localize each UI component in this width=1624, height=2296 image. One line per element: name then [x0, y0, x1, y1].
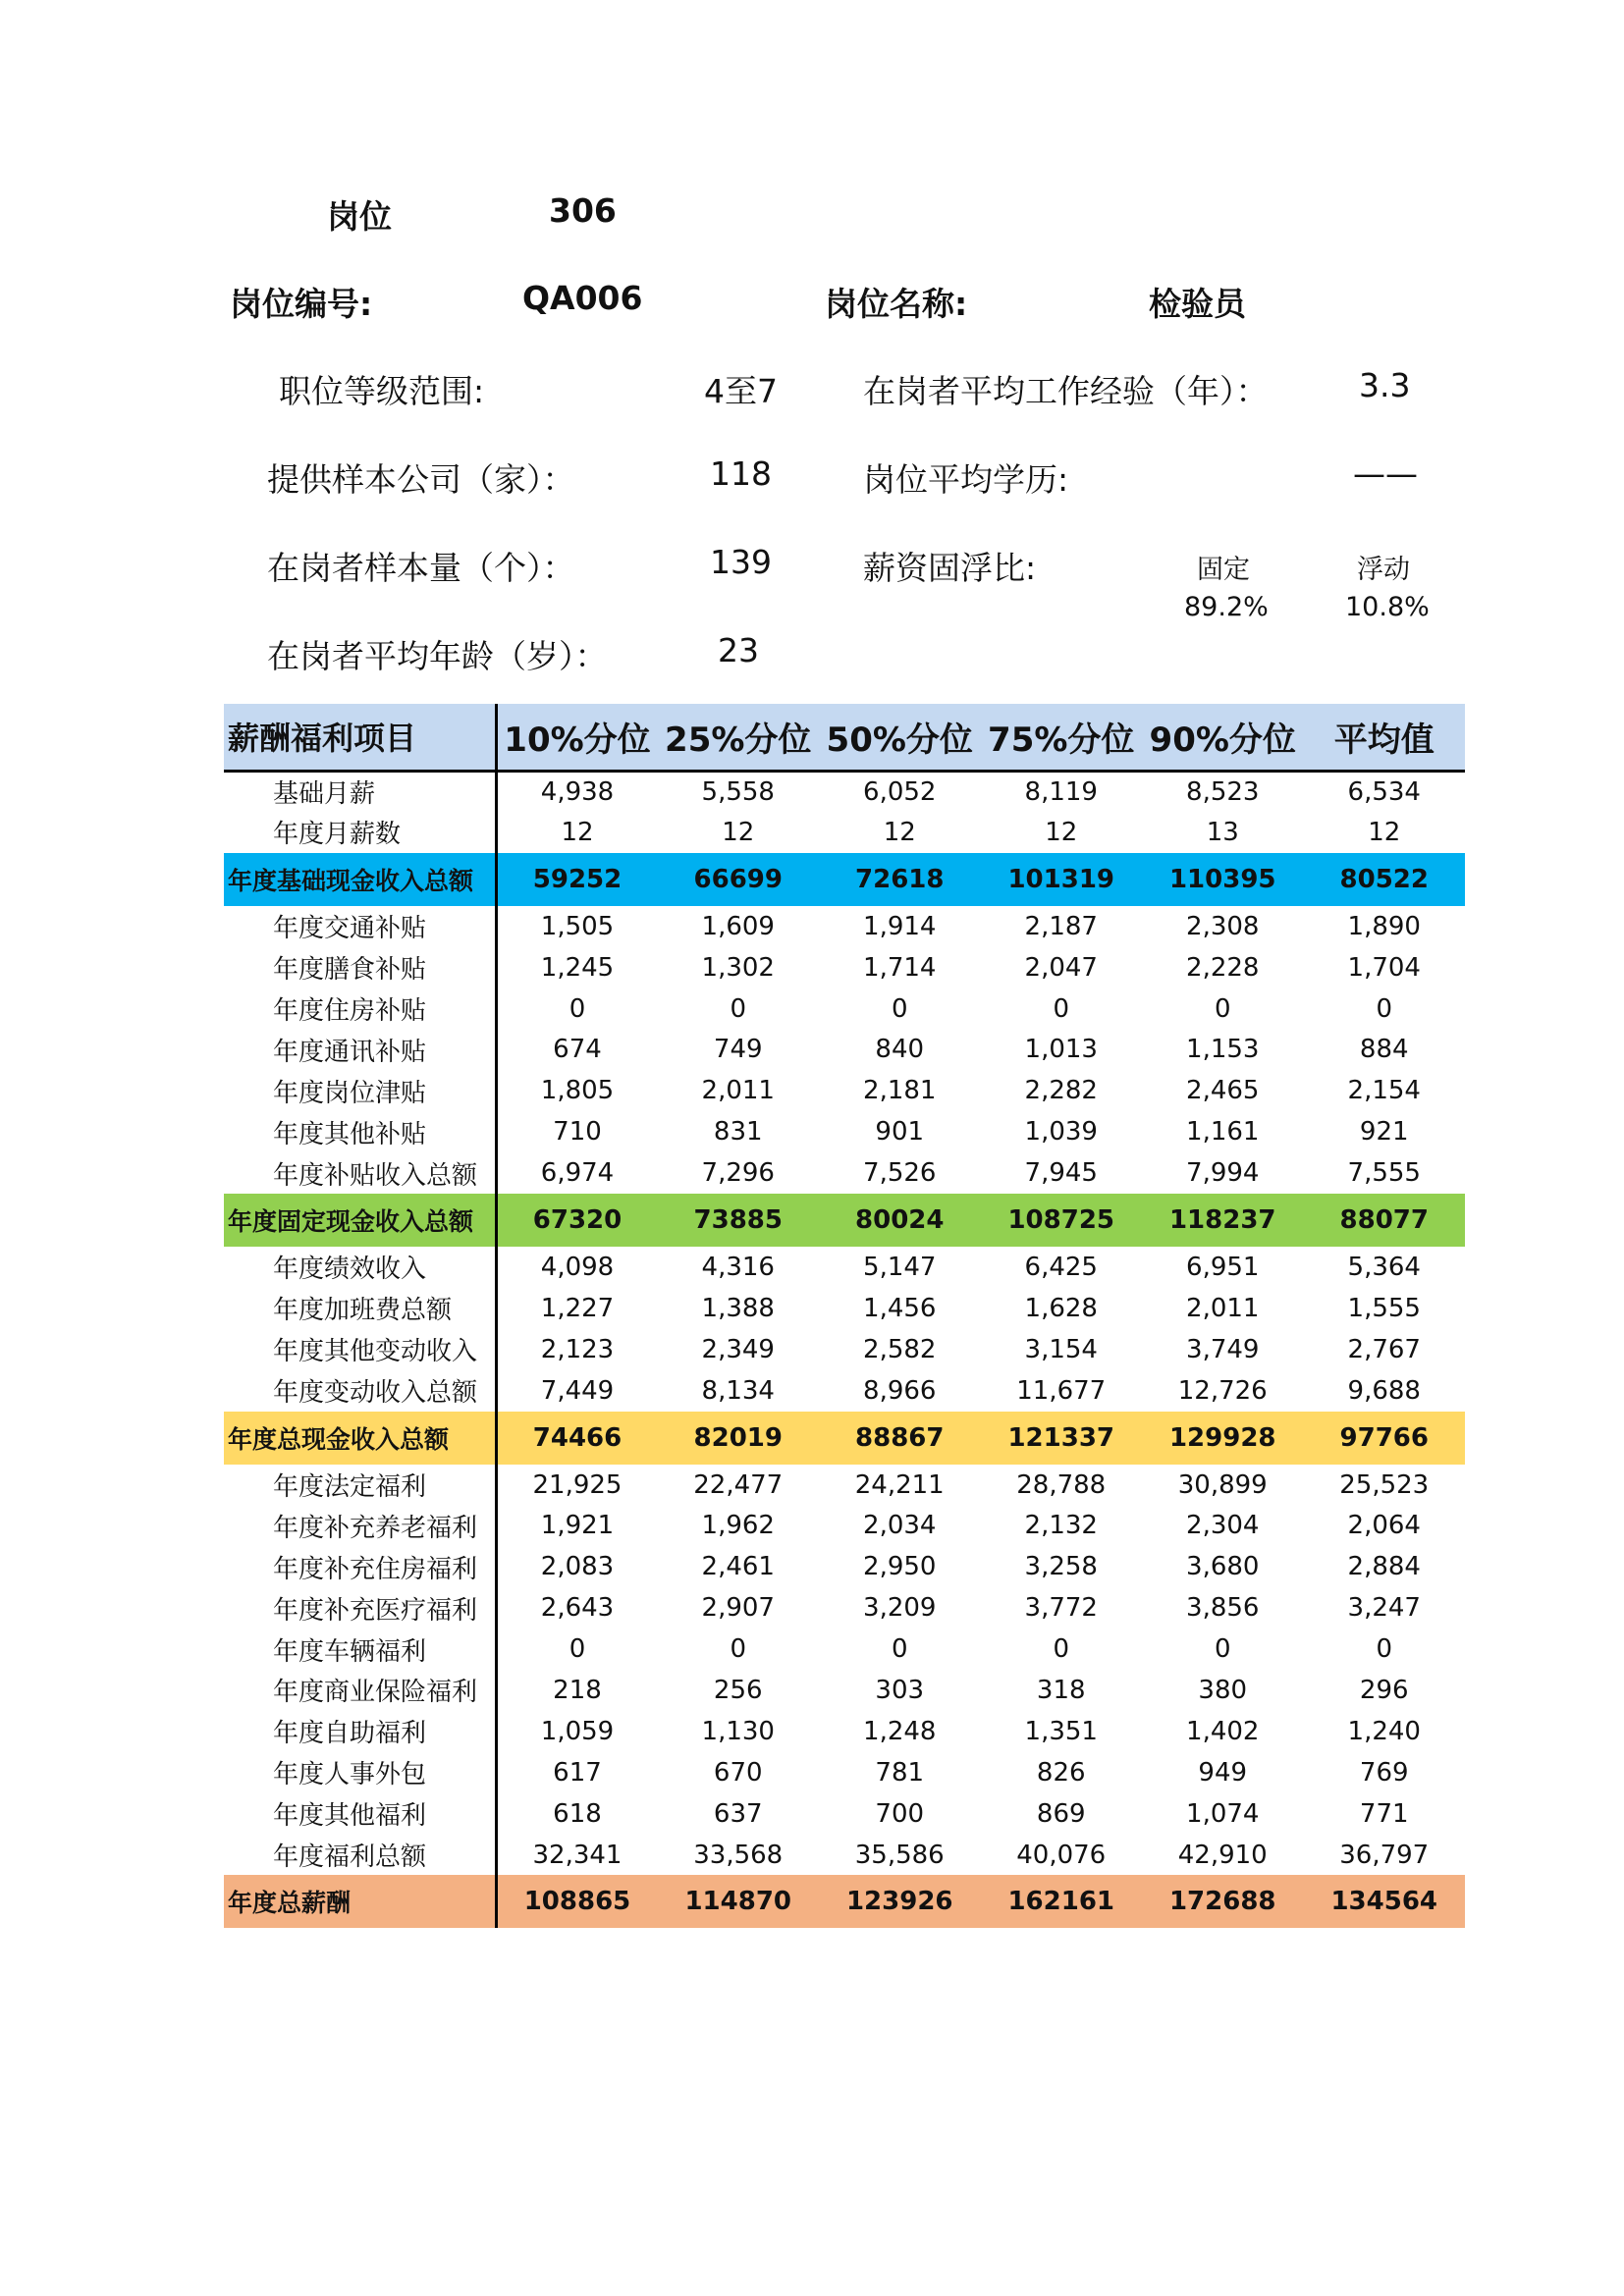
row-label: 年度补贴收入总额 [224, 1152, 496, 1194]
cell-p90: 2,304 [1186, 1511, 1260, 1541]
cell-p75: 7,945 [1024, 1158, 1098, 1189]
avg-experience-value: 3.3 [1359, 366, 1411, 404]
cell-p75: 121337 [1007, 1422, 1115, 1453]
cell-p50: 72618 [855, 864, 945, 894]
cell-p75: 6,425 [1024, 1252, 1098, 1282]
cell-p90: 949 [1198, 1757, 1248, 1788]
table-row [224, 1288, 1465, 1329]
avg-age-value: 23 [718, 631, 759, 669]
cell-p50: 2,582 [863, 1334, 937, 1364]
cell-p90: 2,011 [1186, 1293, 1260, 1323]
table-row [224, 1505, 1465, 1546]
cell-p90: 3,749 [1186, 1334, 1260, 1364]
cell-p25: 8,134 [701, 1375, 775, 1406]
cell-average: 921 [1359, 1117, 1409, 1148]
grade-range-label: 职位等级范围: [279, 372, 485, 410]
table-row [224, 771, 1465, 812]
cell-p25: 831 [713, 1117, 763, 1148]
cell-p25: 7,296 [701, 1158, 775, 1189]
cell-p10: 2,083 [540, 1552, 615, 1582]
cell-p50: 901 [875, 1117, 925, 1148]
row-label: 年度福利总额 [224, 1835, 496, 1876]
row-label: 年度车辆福利 [224, 1629, 496, 1670]
cell-average: 1,890 [1347, 911, 1421, 941]
cell-p75: 1,628 [1024, 1293, 1098, 1323]
cell-p10: 32,341 [532, 1840, 623, 1870]
cell-p25: 2,011 [701, 1076, 775, 1106]
cell-p50: 1,714 [863, 952, 937, 983]
cell-average: 1,704 [1347, 952, 1421, 983]
table-total-row [224, 1412, 1465, 1465]
cell-p90: 1,402 [1186, 1716, 1260, 1746]
cell-p25: 749 [713, 1035, 763, 1065]
cell-p25: 670 [713, 1757, 763, 1788]
row-label: 年度住房补贴 [224, 988, 496, 1030]
fixed-float-ratio-label: 薪资固浮比: [863, 549, 1037, 587]
row-label: 年度自助福利 [224, 1711, 496, 1752]
table-row [224, 1111, 1465, 1152]
sample-companies-label: 提供样本公司（家）： [267, 460, 575, 499]
cell-average: 0 [1376, 993, 1393, 1024]
position-name-value: 检验员 [1149, 285, 1246, 323]
cell-p10: 1,805 [540, 1076, 615, 1106]
table-total-row [224, 1194, 1465, 1247]
cell-p75: 0 [1053, 993, 1070, 1024]
cell-p50: 0 [891, 993, 908, 1024]
row-label: 年度总薪酬 [224, 1875, 496, 1928]
row-label: 年度总现金收入总额 [224, 1412, 496, 1465]
header-p50: 50%分位 [819, 704, 981, 771]
table-row [224, 1546, 1465, 1587]
cell-p90: 2,308 [1186, 911, 1260, 941]
cell-average: 134564 [1330, 1887, 1438, 1917]
cell-p10: 4,098 [540, 1252, 615, 1282]
table-total-row [224, 853, 1465, 906]
cell-p25: 0 [730, 993, 747, 1024]
cell-p90: 110395 [1168, 864, 1276, 894]
cell-p75: 2,047 [1024, 952, 1098, 983]
row-label: 年度通讯补贴 [224, 1029, 496, 1070]
header-item: 薪酬福利项目 [224, 704, 496, 771]
cell-p10: 2,123 [540, 1334, 615, 1364]
cell-p90: 7,994 [1186, 1158, 1260, 1189]
cell-average: 97766 [1339, 1422, 1429, 1453]
table-row [224, 1587, 1465, 1629]
cell-p10: 6,974 [540, 1158, 615, 1189]
cell-p90: 6,951 [1186, 1252, 1260, 1282]
table-row [224, 1465, 1465, 1506]
cell-p90: 172688 [1168, 1887, 1276, 1917]
cell-p10: 1,921 [540, 1511, 615, 1541]
cell-p90: 2,465 [1186, 1076, 1260, 1106]
cell-p75: 2,282 [1024, 1076, 1098, 1106]
cell-p50: 7,526 [863, 1158, 937, 1189]
cell-p50: 1,456 [863, 1293, 937, 1323]
cell-average: 884 [1359, 1035, 1409, 1065]
row-label: 年度基础现金收入总额 [224, 853, 496, 906]
cell-p25: 1,302 [701, 952, 775, 983]
row-label: 年度其他福利 [224, 1793, 496, 1835]
cell-p50: 3,209 [863, 1593, 937, 1624]
table-row [224, 1029, 1465, 1070]
cell-p75: 12 [1045, 817, 1078, 847]
float-label: 浮动 [1357, 555, 1410, 585]
sample-size-label: 在岗者样本量（个）： [267, 549, 575, 587]
cell-p75: 40,076 [1016, 1840, 1107, 1870]
avg-experience-label: 在岗者平均工作经验（年）： [863, 372, 1269, 410]
cell-p90: 8,523 [1186, 776, 1260, 807]
cell-average: 296 [1359, 1675, 1409, 1705]
table-row [224, 1793, 1465, 1835]
table-row [224, 1670, 1465, 1711]
row-label: 年度补充养老福利 [224, 1505, 496, 1546]
avg-education-label: 岗位平均学历: [863, 460, 1069, 499]
cell-p75: 826 [1036, 1757, 1086, 1788]
cell-average: 0 [1376, 1634, 1393, 1665]
cell-p75: 1,013 [1024, 1035, 1098, 1065]
cell-average: 36,797 [1339, 1840, 1430, 1870]
cell-p25: 0 [730, 1634, 747, 1665]
cell-p25: 66699 [693, 864, 783, 894]
cell-p10: 618 [553, 1798, 602, 1829]
cell-p75: 1,039 [1024, 1117, 1098, 1148]
cell-p50: 12 [883, 817, 916, 847]
header-p90: 90%分位 [1142, 704, 1304, 771]
row-label: 年度绩效收入 [224, 1247, 496, 1288]
row-label: 年度膳食补贴 [224, 947, 496, 988]
table-row [224, 1152, 1465, 1194]
cell-p50: 303 [875, 1675, 925, 1705]
cell-p25: 256 [713, 1675, 763, 1705]
row-label: 年度人事外包 [224, 1752, 496, 1793]
cell-average: 2,154 [1347, 1076, 1421, 1106]
cell-p90: 30,899 [1177, 1469, 1268, 1500]
cell-p75: 3,154 [1024, 1334, 1098, 1364]
cell-p25: 33,568 [693, 1840, 784, 1870]
cell-p10: 710 [553, 1117, 602, 1148]
avg-education-value: —— [1353, 454, 1418, 493]
cell-p10: 12 [561, 817, 594, 847]
cell-p10: 1,245 [540, 952, 615, 983]
cell-average: 2,767 [1347, 1334, 1421, 1364]
cell-p10: 0 [568, 1634, 586, 1665]
cell-p10: 21,925 [532, 1469, 623, 1500]
position-code-label: 岗位编号: [230, 285, 373, 323]
cell-p50: 1,914 [863, 911, 937, 941]
cell-average: 1,555 [1347, 1293, 1421, 1323]
cell-p90: 42,910 [1177, 1840, 1268, 1870]
cell-p50: 24,211 [854, 1469, 945, 1500]
position-code-value: QA006 [522, 279, 643, 317]
cell-p50: 6,052 [863, 776, 937, 807]
table-body [224, 771, 1465, 1928]
table-row [224, 1752, 1465, 1793]
cell-p90: 2,228 [1186, 952, 1260, 983]
cell-p90: 13 [1206, 817, 1239, 847]
cell-p25: 637 [713, 1798, 763, 1829]
row-label: 年度变动收入总额 [224, 1370, 496, 1412]
cell-p10: 108865 [523, 1887, 631, 1917]
cell-p10: 218 [553, 1675, 602, 1705]
cell-p90: 1,161 [1186, 1117, 1260, 1148]
row-label: 年度补充住房福利 [224, 1546, 496, 1587]
cell-p75: 11,677 [1016, 1375, 1107, 1406]
cell-p10: 1,059 [540, 1716, 615, 1746]
fixed-label: 固定 [1197, 555, 1250, 585]
cell-p25: 5,558 [701, 776, 775, 807]
table-row [224, 1247, 1465, 1288]
avg-age-label: 在岗者平均年龄（岁）： [267, 637, 608, 675]
position-label: 岗位 [327, 197, 392, 236]
cell-p10: 1,227 [540, 1293, 615, 1323]
table-total-row [224, 1875, 1465, 1928]
fixed-value: 89.2% [1184, 592, 1269, 622]
cell-p75: 0 [1053, 1634, 1070, 1665]
row-label: 年度岗位津贴 [224, 1070, 496, 1111]
cell-p50: 0 [891, 1634, 908, 1665]
cell-p75: 2,187 [1024, 911, 1098, 941]
cell-p75: 101319 [1007, 864, 1115, 894]
cell-p25: 12 [722, 817, 755, 847]
cell-p25: 22,477 [693, 1469, 784, 1500]
cell-p10: 674 [553, 1035, 602, 1065]
table-row [224, 1329, 1465, 1370]
sample-companies-value: 118 [710, 454, 772, 493]
cell-p75: 3,772 [1024, 1593, 1098, 1624]
row-label: 年度法定福利 [224, 1465, 496, 1506]
row-label: 年度月薪数 [224, 812, 496, 853]
grade-range-value: 4至7 [704, 372, 778, 410]
header-p25: 25%分位 [658, 704, 820, 771]
header-p75: 75%分位 [981, 704, 1143, 771]
cell-average: 2,064 [1347, 1511, 1421, 1541]
cell-average: 12 [1368, 817, 1401, 847]
row-label: 年度其他变动收入 [224, 1329, 496, 1370]
row-label: 年度加班费总额 [224, 1288, 496, 1329]
cell-p50: 80024 [855, 1205, 945, 1236]
cell-p50: 1,248 [863, 1716, 937, 1746]
row-label: 年度其他补贴 [224, 1111, 496, 1152]
table-row [224, 947, 1465, 988]
cell-p10: 67320 [532, 1205, 623, 1236]
position-name-label: 岗位名称: [825, 285, 968, 323]
row-label: 年度补充医疗福利 [224, 1587, 496, 1629]
cell-p10: 1,505 [540, 911, 615, 941]
cell-p50: 8,966 [863, 1375, 937, 1406]
cell-p90: 118237 [1168, 1205, 1276, 1236]
row-label: 年度商业保险福利 [224, 1670, 496, 1711]
cell-p10: 4,938 [540, 776, 615, 807]
cell-p75: 2,132 [1024, 1511, 1098, 1541]
cell-p90: 12,726 [1177, 1375, 1268, 1406]
cell-p25: 73885 [693, 1205, 783, 1236]
cell-p25: 2,907 [701, 1593, 775, 1624]
cell-p10: 74466 [532, 1422, 623, 1453]
cell-p90: 3,856 [1186, 1593, 1260, 1624]
cell-p75: 318 [1036, 1675, 1086, 1705]
cell-p75: 1,351 [1024, 1716, 1098, 1746]
cell-p25: 1,962 [701, 1511, 775, 1541]
cell-p90: 129928 [1168, 1422, 1276, 1453]
cell-p50: 840 [875, 1035, 925, 1065]
table-header-row [224, 704, 1465, 771]
cell-average: 5,364 [1347, 1252, 1421, 1282]
cell-p90: 380 [1198, 1675, 1248, 1705]
cell-p10: 617 [553, 1757, 602, 1788]
header-p10: 10%分位 [496, 704, 658, 771]
cell-p10: 7,449 [540, 1375, 615, 1406]
cell-p75: 162161 [1007, 1887, 1115, 1917]
row-label: 年度固定现金收入总额 [224, 1194, 496, 1247]
cell-p25: 4,316 [701, 1252, 775, 1282]
cell-p75: 8,119 [1024, 776, 1098, 807]
cell-p50: 700 [875, 1798, 925, 1829]
cell-p50: 5,147 [863, 1252, 937, 1282]
cell-average: 80522 [1339, 864, 1429, 894]
cell-average: 1,240 [1347, 1716, 1421, 1746]
cell-p10: 59252 [532, 864, 623, 894]
cell-p75: 108725 [1007, 1205, 1115, 1236]
table-row [224, 988, 1465, 1030]
cell-average: 771 [1359, 1798, 1409, 1829]
cell-average: 3,247 [1347, 1593, 1421, 1624]
header-average: 平均值 [1304, 704, 1466, 771]
cell-p50: 88867 [855, 1422, 945, 1453]
cell-p90: 3,680 [1186, 1552, 1260, 1582]
cell-p90: 1,074 [1186, 1798, 1260, 1829]
cell-p90: 0 [1214, 1634, 1231, 1665]
sample-size-value: 139 [710, 543, 772, 581]
cell-average: 25,523 [1339, 1469, 1430, 1500]
table-row [224, 1711, 1465, 1752]
cell-p50: 781 [875, 1757, 925, 1788]
row-label: 基础月薪 [224, 771, 496, 812]
cell-p10: 0 [568, 993, 586, 1024]
cell-p75: 3,258 [1024, 1552, 1098, 1582]
table-row [224, 1370, 1465, 1412]
cell-p50: 123926 [845, 1887, 953, 1917]
table-row [224, 812, 1465, 853]
cell-average: 2,884 [1347, 1552, 1421, 1582]
cell-p25: 2,349 [701, 1334, 775, 1364]
cell-p25: 1,130 [701, 1716, 775, 1746]
cell-p50: 2,181 [863, 1076, 937, 1106]
cell-p25: 1,609 [701, 911, 775, 941]
float-value: 10.8% [1345, 592, 1430, 622]
table-row [224, 906, 1465, 947]
salary-table [224, 704, 1465, 1928]
table-row [224, 1070, 1465, 1111]
cell-average: 9,688 [1347, 1375, 1421, 1406]
cell-average: 88077 [1339, 1205, 1429, 1236]
cell-p90: 0 [1214, 993, 1231, 1024]
cell-average: 7,555 [1347, 1158, 1421, 1189]
cell-p10: 2,643 [540, 1593, 615, 1624]
cell-p90: 1,153 [1186, 1035, 1260, 1065]
cell-p25: 2,461 [701, 1552, 775, 1582]
cell-p25: 1,388 [701, 1293, 775, 1323]
table-row [224, 1629, 1465, 1670]
cell-p75: 869 [1036, 1798, 1086, 1829]
cell-p50: 2,950 [863, 1552, 937, 1582]
cell-p50: 35,586 [854, 1840, 945, 1870]
row-label: 年度交通补贴 [224, 906, 496, 947]
cell-average: 6,534 [1347, 776, 1421, 807]
position-value: 306 [549, 191, 617, 230]
table-row [224, 1835, 1465, 1876]
cell-p50: 2,034 [863, 1511, 937, 1541]
cell-p25: 82019 [693, 1422, 783, 1453]
cell-p25: 114870 [684, 1887, 792, 1917]
cell-p75: 28,788 [1016, 1469, 1107, 1500]
cell-average: 769 [1359, 1757, 1409, 1788]
